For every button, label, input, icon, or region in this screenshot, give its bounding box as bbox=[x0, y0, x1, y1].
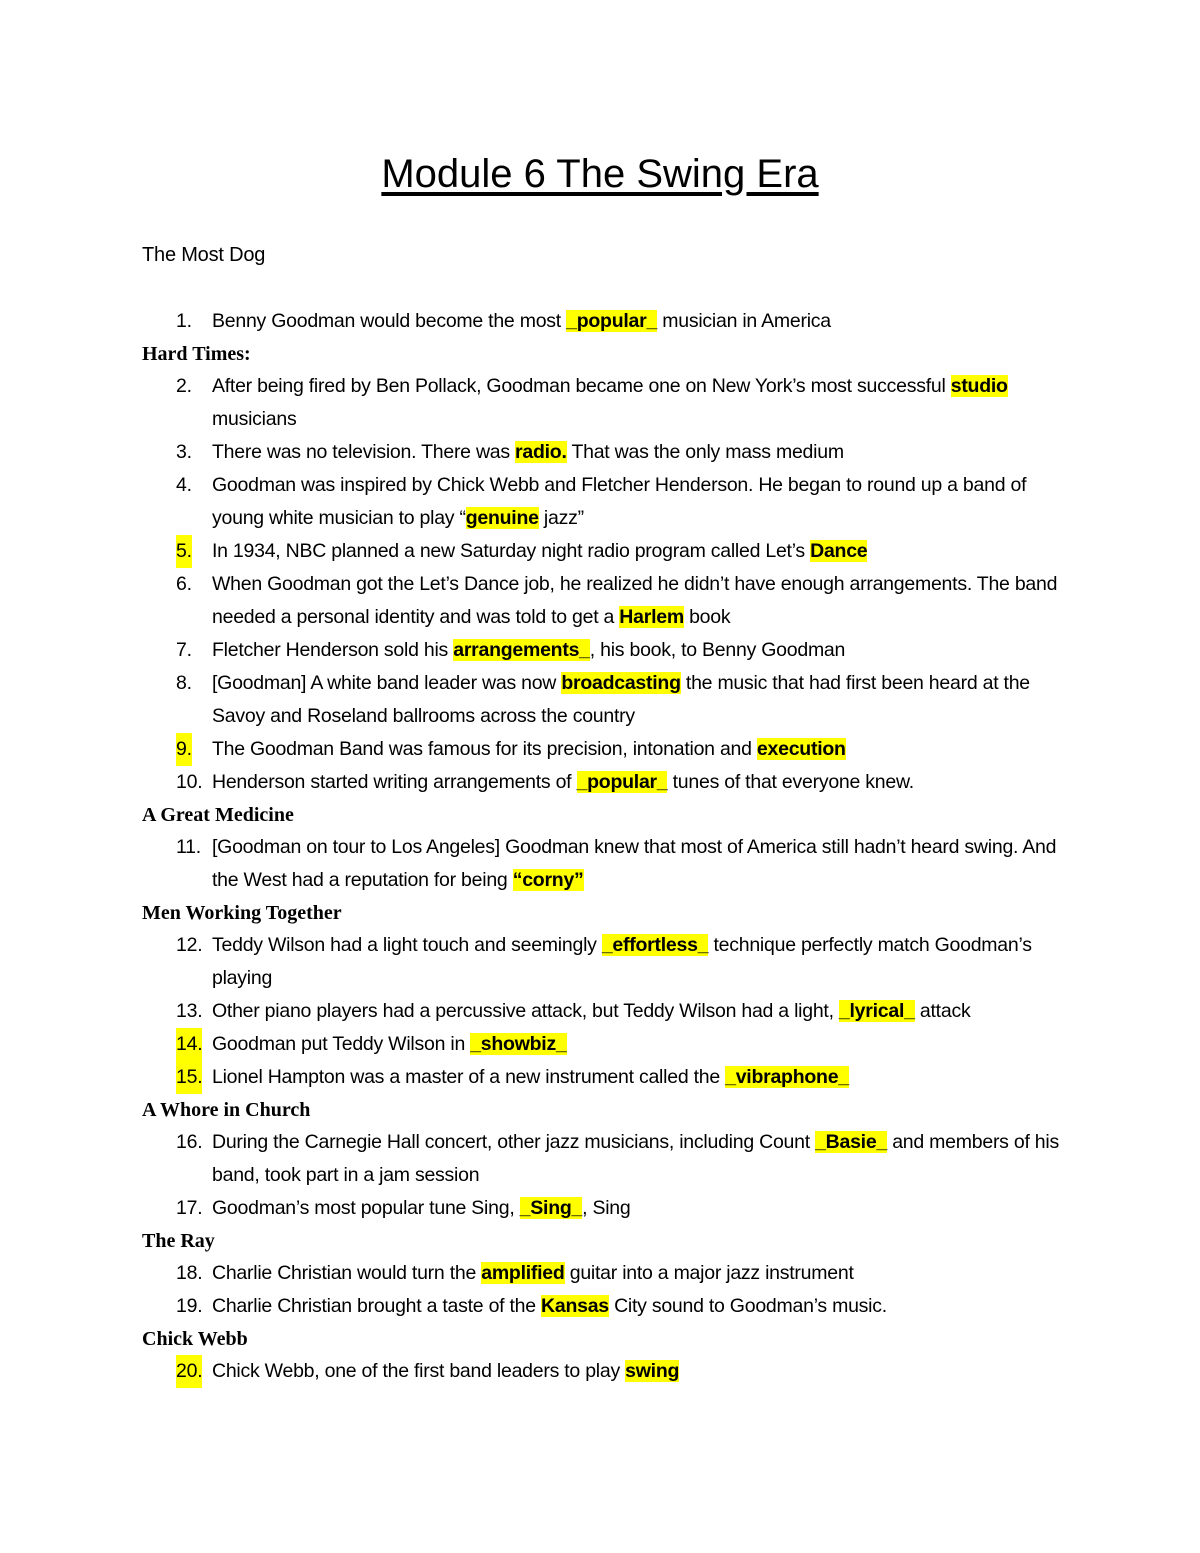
item-text: When Goodman got the Let’s Dance job, he realized he didn’t have enough arrangements. The band needed a personal identity and was told to get a bbox=[212, 573, 1058, 628]
item-text: During the Carnegie Hall concert, other jazz musicians, including Count bbox=[212, 1131, 816, 1153]
item-number: 19. bbox=[176, 1295, 203, 1317]
answer-highlight: swing bbox=[625, 1360, 680, 1382]
answer-highlight: _popular_ bbox=[566, 310, 658, 332]
item-number: 12. bbox=[176, 934, 203, 956]
item-number: 15. bbox=[176, 1061, 202, 1094]
list-item bbox=[142, 1028, 1062, 1061]
question-list bbox=[142, 305, 1062, 1388]
answer-highlight: execution bbox=[756, 738, 846, 760]
answer-highlight: arrangements_ bbox=[453, 639, 590, 661]
item-text: After being fired by Ben Pollack, Goodman became one on New York’s most successful bbox=[212, 375, 951, 397]
answer-highlight: studio bbox=[950, 375, 1008, 397]
list-item bbox=[142, 469, 1062, 535]
section-heading: A Great Medicine bbox=[142, 804, 294, 826]
list-item bbox=[142, 667, 1062, 733]
item-text: Benny Goodman would become the most bbox=[212, 310, 567, 332]
item-text-after: musicians bbox=[212, 408, 297, 430]
answer-highlight: Harlem bbox=[619, 606, 684, 628]
item-text: In 1934, NBC planned a new Saturday night radio program called Let’s bbox=[212, 540, 811, 562]
answer-highlight: _lyrical_ bbox=[838, 1000, 915, 1022]
item-text-after: , Sing bbox=[582, 1197, 631, 1219]
item-number: 18. bbox=[176, 1262, 203, 1284]
list-item bbox=[142, 568, 1062, 634]
section-heading: Chick Webb bbox=[142, 1328, 248, 1350]
item-text-after: the music that had first been heard at the Savoy and Roseland ballrooms across the country bbox=[212, 672, 1030, 727]
section-heading: Hard Times: bbox=[142, 343, 251, 365]
list-item bbox=[142, 535, 1062, 568]
answer-highlight: “corny” bbox=[512, 869, 584, 891]
list-item bbox=[142, 1061, 1062, 1094]
item-number: 14. bbox=[176, 1028, 202, 1061]
item-text: Henderson started writing arrangements of bbox=[212, 771, 577, 793]
item-text-after: tunes of that everyone knew. bbox=[667, 771, 914, 793]
intro-heading: The Most Dog bbox=[142, 244, 266, 266]
item-number: 16. bbox=[176, 1131, 203, 1153]
list-item bbox=[142, 1290, 1062, 1323]
answer-highlight: Dance bbox=[810, 540, 868, 562]
item-number: 6. bbox=[176, 573, 192, 595]
item-text: Chick Webb, one of the first band leaders to play bbox=[212, 1360, 626, 1382]
list-item bbox=[142, 1126, 1062, 1192]
item-text: [Goodman on tour to Los Angeles] Goodman knew that most of America still hadn’t heard swing. And the West had a reputation for being bbox=[212, 836, 1057, 891]
item-number: 3. bbox=[176, 441, 192, 463]
section-heading: The Ray bbox=[142, 1230, 215, 1252]
answer-highlight: _Basie_ bbox=[815, 1131, 888, 1153]
item-number: 7. bbox=[176, 639, 192, 661]
list-item bbox=[142, 995, 1062, 1028]
answer-highlight: broadcasting bbox=[561, 672, 681, 694]
item-number: 5. bbox=[176, 535, 192, 568]
answer-highlight: amplified bbox=[481, 1262, 565, 1284]
item-text: Charlie Christian brought a taste of the bbox=[212, 1295, 542, 1317]
item-text-after: technique perfectly match Goodman’s playing bbox=[212, 934, 1032, 989]
item-number: 20. bbox=[176, 1355, 202, 1388]
item-text: Teddy Wilson had a light touch and seemingly bbox=[212, 934, 602, 956]
list-item bbox=[142, 831, 1062, 897]
answer-highlight: genuine bbox=[465, 507, 539, 529]
answer-highlight: radio. bbox=[515, 441, 567, 463]
item-text: Lionel Hampton was a master of a new instrument called the bbox=[212, 1066, 726, 1088]
list-item bbox=[142, 1257, 1062, 1290]
item-text: The Goodman Band was famous for its precision, intonation and bbox=[212, 738, 757, 760]
item-number: 10. bbox=[176, 771, 203, 793]
section-heading: A Whore in Church bbox=[142, 1099, 311, 1121]
list-item bbox=[142, 766, 1062, 799]
answer-highlight: _vibraphone_ bbox=[725, 1066, 849, 1088]
page-title: Module 6 The Swing Era bbox=[381, 152, 819, 196]
item-text: Charlie Christian would turn the bbox=[212, 1262, 482, 1284]
list-item bbox=[142, 929, 1062, 995]
item-number: 2. bbox=[176, 375, 192, 397]
section-heading: Men Working Together bbox=[142, 902, 342, 924]
item-number: 8. bbox=[176, 672, 192, 694]
item-text: Goodman was inspired by Chick Webb and Fletcher Henderson. He began to round up a band of young white musician to play “ bbox=[212, 474, 1027, 529]
item-number: 17. bbox=[176, 1197, 203, 1219]
item-text: Goodman put Teddy Wilson in bbox=[212, 1033, 471, 1055]
item-text: Fletcher Henderson sold his bbox=[212, 639, 454, 661]
list-item bbox=[142, 370, 1062, 436]
item-text-after: That was the only mass medium bbox=[566, 441, 844, 463]
item-number: 4. bbox=[176, 474, 192, 496]
answer-highlight: _popular_ bbox=[576, 771, 668, 793]
item-text: Goodman’s most popular tune Sing, bbox=[212, 1197, 520, 1219]
answer-highlight: _showbiz_ bbox=[470, 1033, 567, 1055]
item-text-after: book bbox=[683, 606, 731, 628]
list-item bbox=[142, 634, 1062, 667]
item-text-after: , his book, to Benny Goodman bbox=[589, 639, 846, 661]
item-text: Other piano players had a percussive attack, but Teddy Wilson had a light, bbox=[212, 1000, 839, 1022]
item-number: 11. bbox=[176, 836, 201, 858]
list-item bbox=[142, 1355, 1062, 1388]
item-text-after: musician in America bbox=[657, 310, 831, 332]
item-text: [Goodman] A white band leader was now bbox=[212, 672, 562, 694]
answer-highlight: Kansas bbox=[541, 1295, 609, 1317]
list-item bbox=[142, 733, 1062, 766]
list-item bbox=[142, 436, 1062, 469]
item-text-after: City sound to Goodman’s music. bbox=[608, 1295, 887, 1317]
item-text-after: attack bbox=[914, 1000, 971, 1022]
answer-highlight: _effortless_ bbox=[601, 934, 709, 956]
item-text-after: guitar into a major jazz instrument bbox=[564, 1262, 854, 1284]
item-text: There was no television. There was bbox=[212, 441, 516, 463]
list-item bbox=[142, 1192, 1062, 1225]
answer-highlight: _Sing_ bbox=[519, 1197, 583, 1219]
item-text-after: and members of his band, took part in a jam session bbox=[212, 1131, 1059, 1186]
list-item bbox=[142, 305, 1062, 338]
item-number: 9. bbox=[176, 733, 192, 766]
item-number: 13. bbox=[176, 1000, 203, 1022]
item-text-after: jazz” bbox=[538, 507, 584, 529]
item-number: 1. bbox=[176, 310, 192, 332]
